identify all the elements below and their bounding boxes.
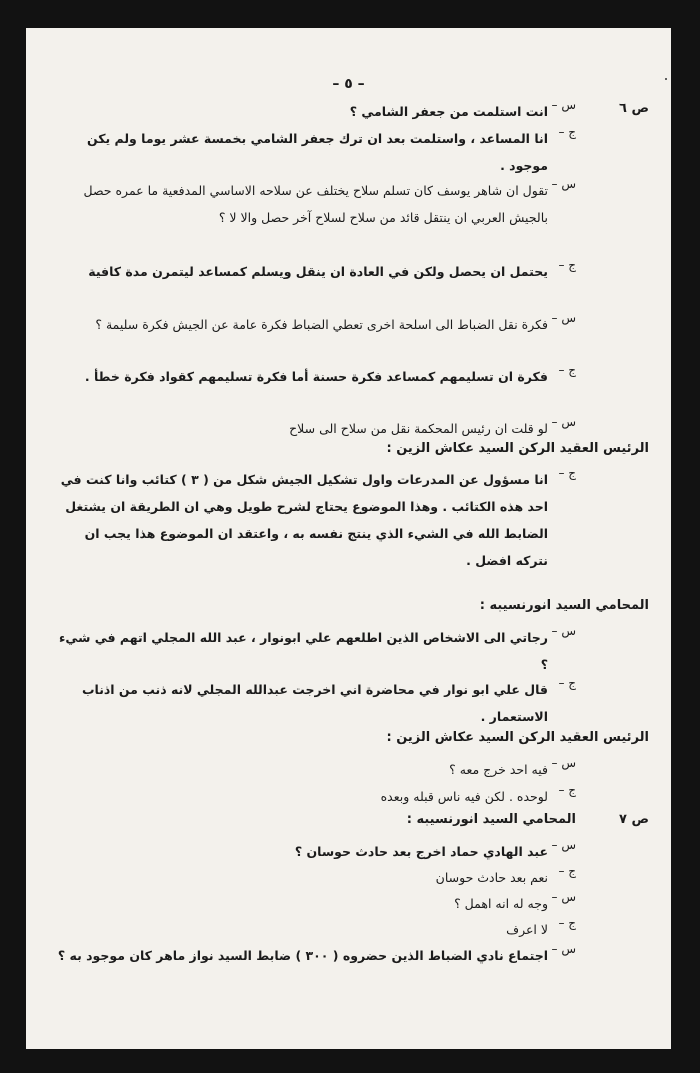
item-text: قال علي ابو نوار في محاضرة اني اخرجت عبدالله المجلي لانه ذنب من اذناب الاستعمار . (81, 682, 548, 724)
item-marker: ج – (558, 466, 576, 480)
item-text: نعم بعد حادث حوسان (435, 870, 548, 885)
item-text: فكرة ان تسليمهم كمساعد فكرة حسنة أما فكرة تسليمهم كقواد فكرة خطأ . (84, 369, 548, 384)
item-marker: س – (551, 98, 576, 112)
item-marker: س – (551, 177, 576, 191)
item-marker: س – (551, 415, 576, 429)
item-text: تقول ان شاهر يوسف كان تسلم سلاح يختلف عن سلاحه الاساسي المدفعية ما عمره حصل بالجيش العربي ان ينتقل قائد من سلاح لسلاح آخر حصل والا لا ؟ (83, 183, 548, 225)
item-text: عبد الهادي حماد اخرج بعد حادث حوسان ؟ (294, 844, 548, 859)
item-text: رجاتي الى الاشخاص الذين اطلعهم علي ابونوار ، عبد الله المجلي اتهم في شيء ؟ (59, 630, 548, 672)
item-marker: س – (551, 756, 576, 770)
document-page (26, 28, 671, 1049)
item-marker: ج – (558, 125, 576, 139)
item-text: انا المساعد ، واستلمت بعد ان ترك جعفر الشامي بخمسة عشر يوما ولم يكن موجود . (86, 131, 548, 173)
speaker-heading: المحامي السيد انورنسيبه : (406, 812, 576, 827)
item-marker: ج – (558, 783, 576, 797)
margin-page-ref-7: ص ٧ (619, 812, 649, 827)
speaker-heading: المحامي السيد انورنسيبه : (479, 598, 649, 613)
item-text: وجه له انه اهمل ؟ (454, 896, 548, 911)
item-marker: ج – (558, 676, 576, 690)
speaker-heading: الرئيس العقيد الركن السيد عكاش الزين : (386, 730, 649, 745)
item-marker: س – (551, 890, 576, 904)
item-text: لو قلت ان رئيس المحكمة نقل من سلاح الى سلاح (289, 421, 548, 436)
item-text: فكرة نقل الضباط الى اسلحة اخرى تعطي الضباط فكرة عامة عن الجيش فكرة سليمة ؟ (95, 317, 548, 332)
item-marker: ج – (558, 864, 576, 878)
speaker-heading: الرئيس العقيد الركن السيد عكاش الزين : (386, 441, 649, 456)
item-marker: س – (551, 624, 576, 638)
page-number: – ٥ – (332, 76, 365, 92)
margin-page-ref-6: ص ٦ (619, 101, 649, 116)
item-marker: ج – (558, 916, 576, 930)
item-marker: س – (551, 311, 576, 325)
item-text: لا اعرف (506, 922, 548, 937)
item-text: اجتماع نادي الضباط الذين حضروه ( ٣٠٠ ) ضابط السيد نواز ماهر كان موجود به ؟ (57, 948, 548, 963)
item-text: انا مسؤول عن المدرعات واول تشكيل الجيش شكل من ( ٣ ) كتائب وانا كنت في احد هذه الكتائب . وهذا الموضوع يحتاج لشرح طويل وهي ان الطريقة ان يشتغل الضابط الله في الشيء الذي ينتج نفسه به ، واعتقد ان الموضوع هذا يجب ان نتركه افضل . (60, 472, 548, 568)
item-text: فيه احد خرج معه ؟ (449, 762, 548, 777)
item-text: يحتمل ان يحصل ولكن في العادة ان ينقل ويسلم كمساعد ليتمرن مدة كافية (88, 264, 548, 279)
item-marker: س – (551, 942, 576, 956)
item-text: انت استلمت من جعفر الشامي ؟ (349, 104, 548, 119)
item-text: لوحده . لكن فيه ناس قبله وبعده (380, 789, 548, 804)
item-marker: ج – (558, 258, 576, 272)
item-marker: س – (551, 838, 576, 852)
item-marker: ج – (558, 363, 576, 377)
